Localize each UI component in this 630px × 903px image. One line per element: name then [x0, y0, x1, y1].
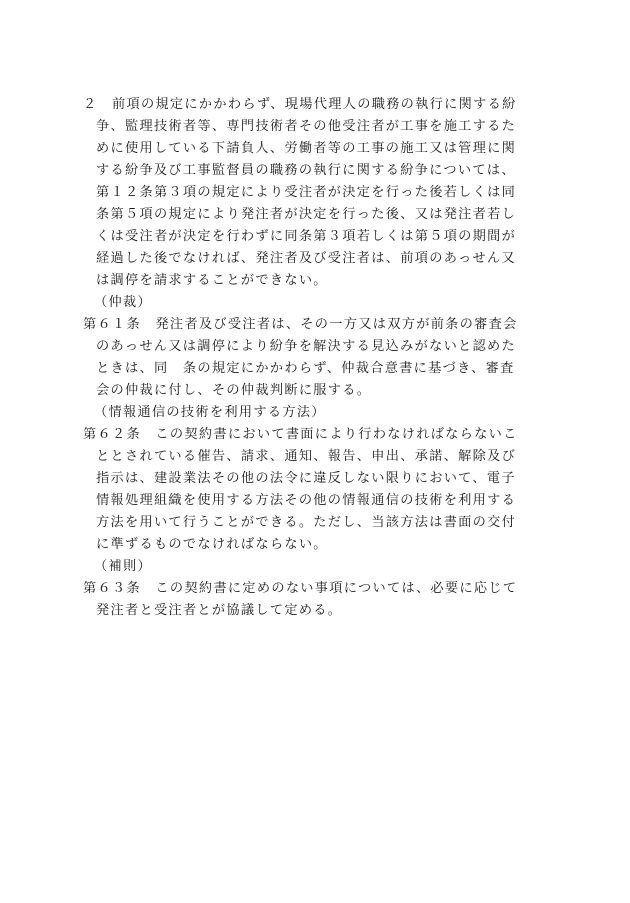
paragraph-2-line-4: する紛争及び工事監督員の職務の執行に関する紛争については、: [96, 163, 516, 178]
paragraph-2-line-7: くは受注者が決定を行わずに同条第３項若しくは第５項の期間が: [96, 229, 517, 244]
article-63-line-2: 発注者と受注者とが協議して定める。: [96, 603, 343, 618]
paragraph-2-line-6: 条第５項の規定により発注者が決定を行った後、又は発注者若し: [96, 207, 517, 222]
paragraph-2-line-1: ２ 前項の規定にかかわらず、現場代理人の職務の執行に関する紛: [83, 97, 517, 112]
paragraph-2-line-2: 争、監理技術者等、専門技術者その他受注者が工事を施工するた: [96, 119, 517, 134]
paragraph-2-line-9: は調停を請求することができない。: [96, 273, 328, 288]
article-62-heading: （情報通信の技術を利用する方法）: [94, 405, 326, 420]
article-61-line-1: 第６１条 発注者及び受注者は、その一方又は双方が前条の審査会: [83, 317, 518, 332]
article-62-line-1: 第６２条 この契約書において書面により行わなければならないこ: [83, 427, 518, 442]
paragraph-2-line-3: めに使用している下請負人、労働者等の工事の施工又は管理に関: [96, 141, 517, 156]
paragraph-2-line-5: 第１２条第３項の規定により受注者が決定を行った後若しくは同: [96, 185, 517, 200]
article-61-line-2: のあっせん又は調停により紛争を解決する見込みがないと認めた: [96, 339, 517, 354]
article-63-line-1: 第６３条 この契約書に定めのない事項については、必要に応じて: [83, 581, 518, 596]
article-61-line-3: ときは、同 条の規定にかかわらず、仲裁合意書に基づき、審査: [96, 361, 515, 376]
article-62-line-4: 情報処理組織を使用する方法その他の情報通信の技術を利用する: [96, 493, 517, 508]
article-62-line-6: に準ずるものでなければならない。: [96, 537, 328, 552]
article-62-line-5: 方法を用いて行うことができる。ただし、当該方法は書面の交付: [96, 515, 517, 530]
article-62-line-3: 指示は、建設業法その他の法令に違反しない限りにおいて、電子: [96, 471, 516, 486]
article-62-line-2: ととされている催告、請求、通知、報告、申出、承諾、解除及び: [96, 449, 517, 464]
article-63-heading: （補則）: [94, 559, 152, 574]
article-61-line-4: 会の仲裁に付し、その仲裁判断に服する。: [96, 383, 372, 398]
paragraph-2-line-8: 経過した後でなければ、発注者及び受注者は、前項のあっせん又: [96, 251, 517, 266]
article-61-heading: （仲裁）: [94, 295, 152, 310]
